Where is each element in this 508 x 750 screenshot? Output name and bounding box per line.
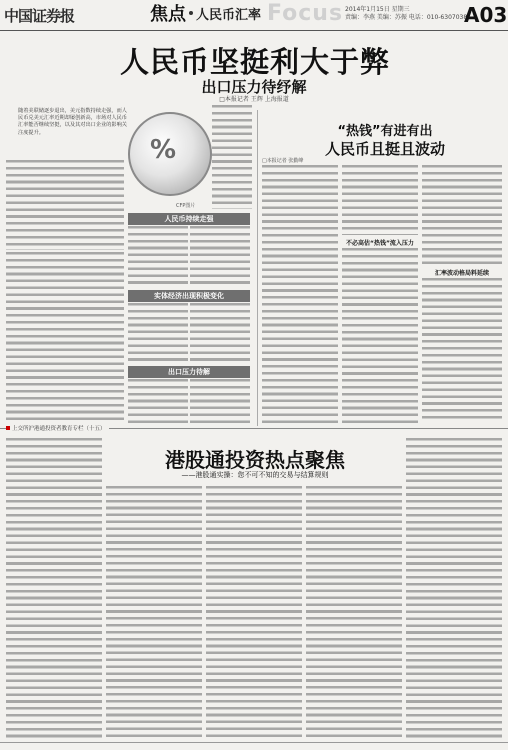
- lower-headline: 港股通投资热点聚焦: [165, 448, 345, 472]
- lower-text-col-5: [406, 438, 502, 738]
- issue-date: 2014年1月15日 星期三: [345, 6, 410, 13]
- coin-photo-mark: %: [150, 135, 177, 165]
- main-text-col-4a: [128, 379, 188, 423]
- section-box-1: 人民币持续走强: [128, 213, 250, 225]
- side-text-col-2b: [342, 248, 418, 423]
- side-text-col-3b: [422, 278, 502, 423]
- issue-editors: 责编：李燕 美编：苏振 电话：010-63070381: [345, 14, 471, 21]
- section-box-3: 出口压力待解: [128, 366, 250, 378]
- main-byline: □本报记者 王辉 上海报道: [219, 96, 289, 103]
- side-story-kicker: “热钱”有进有出: [337, 124, 433, 139]
- side-text-col-2a: [342, 165, 418, 235]
- section-dot: [189, 11, 193, 15]
- main-text-col-5: [212, 105, 252, 209]
- series-text: 上交所沪港通投资者教育专栏（十五）: [12, 426, 106, 432]
- page-footer-rule: [0, 742, 508, 743]
- lower-text-col-4: [306, 486, 402, 738]
- side-text-col-3a: [422, 165, 502, 265]
- lower-text-col-2: [106, 486, 202, 738]
- section-name: 焦点: [150, 4, 186, 25]
- lower-subheadline: ——港股通实操：您不可不知的交易与结算规则: [181, 471, 329, 479]
- photo-credit: CFP图片: [176, 203, 196, 209]
- lower-text-col-1: [6, 438, 102, 738]
- main-text-col-3b: [190, 303, 250, 363]
- main-text-col-1b: [6, 252, 124, 422]
- side-subhead-2: 汇率波动格局料延续: [434, 270, 489, 277]
- side-text-col-1: [262, 165, 338, 423]
- main-text-col-4b: [190, 379, 250, 423]
- main-headline: 人民币坚挺利大于弊: [119, 45, 390, 79]
- series-label: [6, 424, 109, 432]
- side-subhead-1: 不必高估“热钱”流入压力: [346, 240, 414, 247]
- section-subname: 人民币汇率: [196, 7, 262, 23]
- column-rule: [257, 110, 258, 426]
- main-text-col-2a: [128, 226, 188, 286]
- section-banner: [150, 2, 343, 24]
- main-text-col-1a: [6, 160, 124, 250]
- side-story-byline: □本报记者 张勤峰: [262, 158, 304, 164]
- main-text-col-3a: [128, 303, 188, 363]
- main-subheadline: 出口压力待纾解: [201, 78, 307, 96]
- series-marker-icon: [6, 426, 10, 430]
- lower-text-col-3: [206, 486, 302, 738]
- section-box-2: 实体经济出现积极变化: [128, 290, 250, 302]
- side-story-title: 人民币且挺且波动: [324, 140, 445, 158]
- masthead: 中国证券报: [4, 7, 75, 25]
- section-watermark: Focus: [267, 0, 344, 26]
- page-number: A03: [464, 3, 508, 27]
- main-lead: 随着美联储逐步退出，美元指数持续走强，而人民币兑美元汇率近期却屡创新高，市场对人民币汇率能否继续坚挺，以及其对出口企业的影响关注度提升。: [18, 108, 127, 136]
- main-text-col-2b: [190, 226, 250, 286]
- issue-info: [345, 6, 471, 22]
